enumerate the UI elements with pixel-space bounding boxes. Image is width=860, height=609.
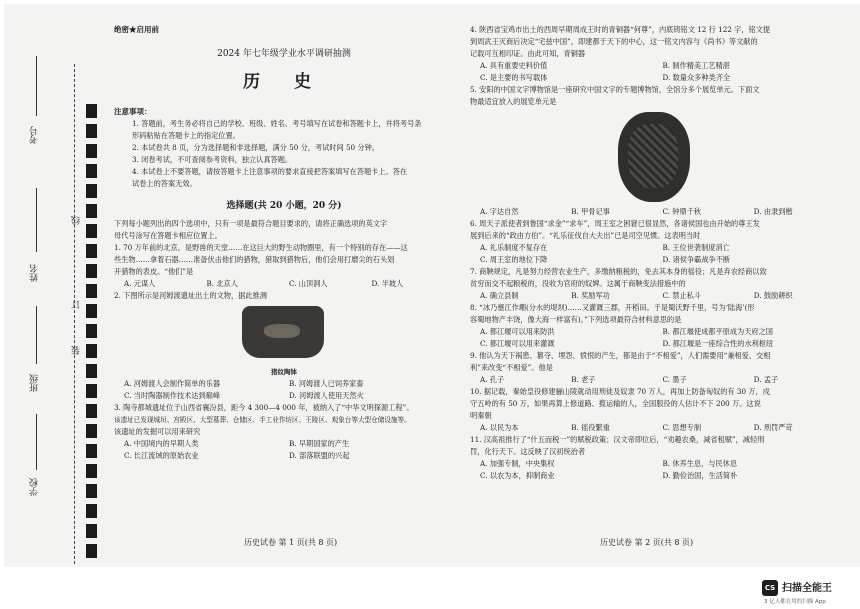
notice-item: 1. 答题前，考生务必将自己的学校、班级、姓名、考号填写在试卷和答题卡上，并将考号条 [132,119,422,128]
notice-item: 4. 本试卷上不要答题，请按答题卡上注意事项的要求直接把答案填写在答题卡上。答在 [132,167,408,176]
section-title: 选择题(共 20 小题，20 分) [226,201,342,211]
question-9-options [470,374,845,386]
option: A. 都江堰可以用来防洪 [480,327,555,336]
camscanner-logo-icon: CS [762,580,778,596]
notice-heading: 注意事项： [114,107,152,116]
question-2: 2. 下图所示是河姆渡遗址出土的文物，据此推测 [114,291,267,300]
question-9: 9. 他认为天下祸患、篡夺、埋怨、愤恨的产生，都是由于“不相爱”，人们需要用“兼相爱、交相 [470,351,771,360]
oracle-bone-shell-image [618,112,690,202]
option: A. 字达自然 [480,207,519,216]
option: C. 禁止私斗 [662,291,702,300]
question-10: 明秦朝 [470,411,492,420]
question-9: 利”来改变“不相爱”。他是 [470,363,553,372]
option: A. 确立县制 [480,291,519,300]
scanned-exam-paper [4,4,860,567]
school-label: 学校 [30,478,40,496]
section-intro: 下列每小题列出的四个选项中，只有一项是最符合题目要求的，请将正确选项的英文字 [114,219,388,228]
option: C. 长江流域的原始农业 [124,451,199,460]
cut-line [74,64,75,564]
option: B. 制作精美工艺精湛 [662,61,730,70]
question-6-options [470,242,845,254]
question-6: 展到后来的“政由方伯”。“礼乐征伐自大夫出”已是司空见惯。这表明当时 [470,231,701,240]
option: D. 数量众多种类齐全 [662,73,731,82]
subject-title: 历 史 [243,72,325,92]
option: A. 元谋人 [124,279,156,288]
question-8: 8. “冰乃壅江作堋(分水的堤坝)……又灌溉三郡，开稻田。于是蜀沃野千里，号为‘陆海’(形 [470,303,755,312]
option: C. 钟鼎千秋 [662,207,702,216]
question-10: 10. 据记载，秦始皇役修建骊山陵就动用刑徒及奴隶 70 万人，再加上防备匈奴的有 30 万，戍 [470,387,770,396]
question-3-options [114,450,454,462]
option: D. 鼓励耕织 [753,291,793,300]
question-11: 罚，化行天下。这反映了汉初统治者 [470,447,586,456]
question-7-options [470,290,845,302]
option: D. 半坡人 [371,279,404,288]
question-3: 该遗址的发掘可以用来研究 [114,427,201,436]
figure-caption: 猪纹陶钵 [271,368,297,376]
class-line [36,306,37,364]
page-2-footer: 历史试卷 第 2 页(共 8 页) [600,538,694,547]
binding-word-line: 线 [72,216,82,225]
question-7: 贫穷而交不起粮税的，没收为官府的奴婢。这属于商鞅变法措施中的 [470,279,686,288]
option: D. 河姆渡人使用天然火 [289,391,364,400]
question-6: 6. 周天子派使者到鲁国“求金”“求车”，周王室之困窘已很显然，各诸侯国也由开始的尊王发 [470,219,760,228]
secret-label: 绝密★启用前 [114,25,159,34]
option: C. 以农为本，抑制商业 [480,471,555,480]
section-intro: 母代号涂写在答题卡相应位置上。 [114,231,222,240]
question-5: 物最适宜放入的展览单元是 [470,97,557,106]
option: A. 河姆渡人会制作简单的乐器 [124,379,221,388]
exam-title: 2024 年七年级学业水平调研抽测 [217,49,351,59]
option: D. 孟子 [753,375,779,384]
option: A. 加强专制，中央集权 [480,459,555,468]
notice-item: 3. 闭卷考试，不可查阅参考资料，独立认真答题。 [132,155,293,164]
option: C. 山顶洞人 [289,279,328,288]
binding-word-bind: 装 [72,346,82,355]
option: C. 思想专制 [662,423,702,432]
question-1: 开猎物的表皮。“他们”是 [114,267,194,276]
option: A. 孔子 [480,375,505,384]
question-10-options [470,422,845,434]
question-3: 3. 陶寺都城遗址位于山西省襄汾县，距今 4 300—4 000 年，被纳入了“中华文明探源工程”。 [114,403,414,412]
question-11-options [470,458,845,470]
binding-strip [86,104,97,564]
question-4: 记载可互相印证。由此可知，青铜器 [470,49,586,58]
option: D. 由隶到楷 [753,207,793,216]
option: C. 周王室的地位下降 [480,255,548,264]
question-4-options [470,60,845,72]
notice-item: 试卷上的答案无效。 [132,179,197,188]
exam-number-label: 考号 [30,126,40,144]
option: A. 以民为本 [480,423,519,432]
option: D. 勤俭治国，生活简朴 [662,471,738,480]
camscanner-watermark [762,578,856,604]
question-3-options [114,438,454,450]
question-5: 5. 安阳的中国文字博物馆是一座研究中国文字的专题博物馆，全馆分多个展览单元。下面文 [470,85,760,94]
question-10: 守五岭的有 50 万，如果再算上修道路、揽运输的人，全国服役的人估计不下 200 万。这说 [470,399,761,408]
option: C. 当时陶器制作技术达到巅峰 [124,391,221,400]
question-6-options [470,254,845,266]
option: A. 礼乐制度不复存在 [480,243,548,252]
notice-item: 形码粘贴在答题卡上的指定位置。 [132,131,240,140]
option: B. 河姆渡人已饲养家畜 [289,379,364,388]
option: A. 具有重要史料价值 [480,61,548,70]
question-4: 4. 陕西省宝鸡市出土的西周早期周成王时的青铜器“何尊”，内底铸铭文 12 行 122 字，铭文提 [470,25,771,34]
option: C. 墨子 [662,375,687,384]
name-label: 姓名 [30,264,40,282]
question-1: 些生物……拿着石器……准备伏击他们的猎物，猎取到猎物后，他们会用打磨尖的石头划 [114,255,395,264]
option: B. 休养生息，与民休息 [662,459,738,468]
exam-number-line [36,56,37,116]
question-1-options [114,278,454,290]
option: B. 奖励军功 [571,291,610,300]
pottery-figure [114,304,454,364]
option: B. 老子 [571,375,596,384]
option: B. 甲骨记事 [571,207,610,216]
question-5-options [470,206,845,218]
question-8-options [470,326,845,338]
school-line [36,414,37,470]
oracle-bone-figure [470,108,845,206]
option: A. 中国境内的早期人类 [124,439,199,448]
option: D. 都江堰是一座综合性的水利枢纽 [662,339,774,348]
question-1: 1. 70 万年前的北京，是野兽的天堂……在这巨大的野生动物圈里，有一个特别的存在——这 [114,243,408,252]
question-4: 到周武王灭商后决定“宅兹中国”，即建都于天下的中心，这一铭文内容与《尚书》等文献的 [470,37,758,46]
question-11-options [470,470,845,482]
question-2-options [114,378,454,390]
page-2 [470,24,845,482]
option: B. 都江堰使成都平原成为天府之国 [662,327,773,336]
option: B. 早期国家的产生 [289,439,350,448]
question-8-options [470,338,845,350]
option: B. 北京人 [206,279,238,288]
question-7: 7. 商鞅规定，凡是努力经营农业生产，多缴纳粮税的，免去其本身的徭役；凡是弃农经商以致 [470,267,767,276]
option: B. 徭役繁重 [571,423,610,432]
notice-item: 2. 本试卷共 8 页，分为选择题和非选择题，满分 50 分，考试时间 50 分钟。 [132,143,379,152]
page-1-footer: 历史试卷 第 1 页(共 8 页) [244,538,338,547]
question-4-options [470,72,845,84]
option: C. 是主要的书写载体 [480,73,548,82]
brand-tagline: 3 亿人都在用的扫描 App [764,599,826,605]
question-11: 11. 汉高祖推行了“什五而税一”的赋税政策；汉文帝即位后，“劝趣农桑，减省租赋”，减轻刑 [470,435,765,444]
class-label: 班级 [30,374,40,392]
option: C. 都江堰可以用来灌溉 [480,339,555,348]
binding-word-order: 订 [72,300,82,309]
brand-name: 扫描全能王 [782,583,832,594]
question-2-options [114,390,454,402]
name-line [36,188,37,252]
pig-pattern-pottery-image [242,306,324,358]
page-1 [114,24,454,462]
option: B. 王位世袭制度消亡 [662,243,730,252]
option: D. 诸侯争霸战争不断 [662,255,731,264]
option: D. 部落联盟的兴起 [289,451,350,460]
question-8: 容蜀地物产丰饶，像大海一样富有)。”下列选项最符合材料意思的是 [470,315,682,324]
question-3: 该遗址已发现城垣、宫殿区、大型墓葬、仓储区、手工业作坊区、王陵区、观象台等大型仓储设施等。 [114,416,411,424]
option: D. 刑罚严苛 [753,423,793,432]
